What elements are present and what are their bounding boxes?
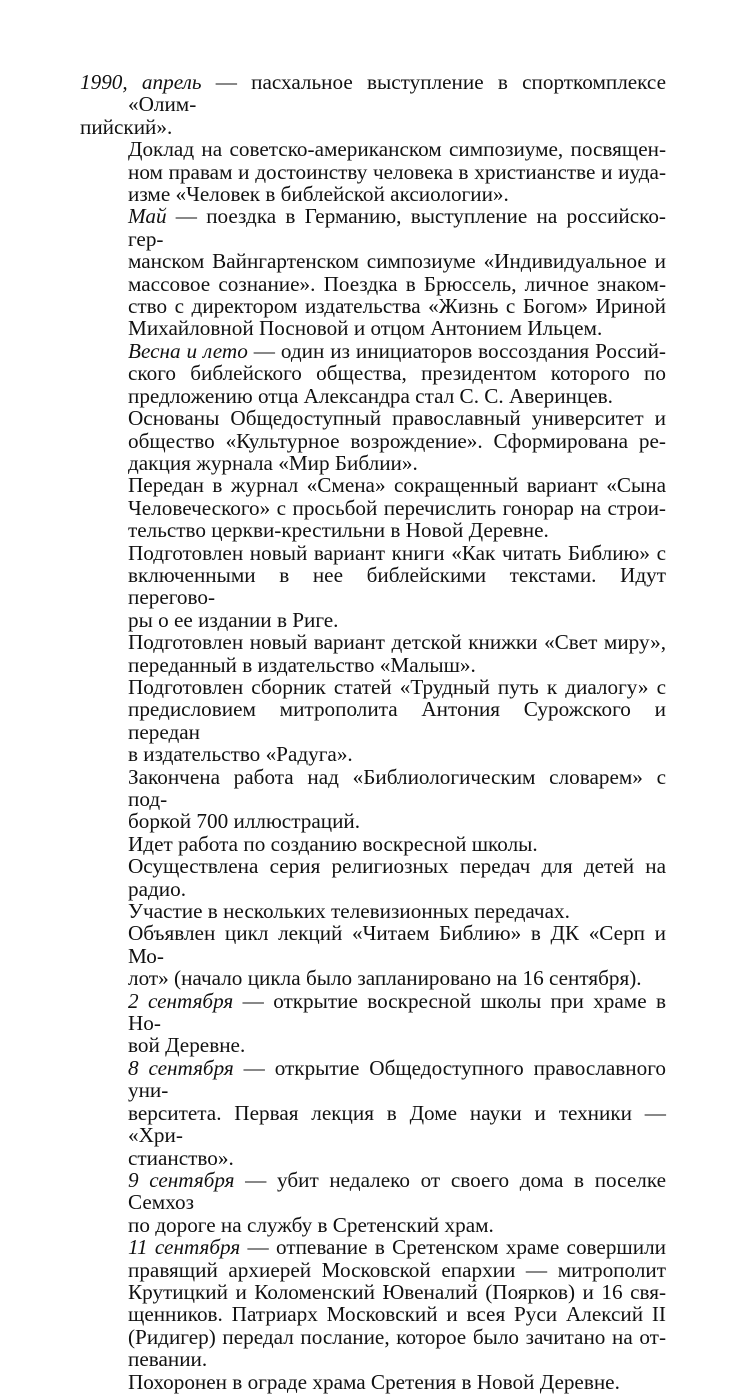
text-line: в издательство «Радуга». xyxy=(128,742,353,767)
text-line: Подготовлен новый вариант детской книжки «Свет миру», xyxy=(128,630,666,655)
entry-difficult-path xyxy=(80,676,666,766)
text-line: массовое сознание». Поездка в Брюссель, личное знаком- xyxy=(128,271,666,296)
entry-september-9 xyxy=(80,1169,666,1236)
entry-september-11 xyxy=(80,1236,666,1370)
text-line: правящий архиерей Московской епархии — митрополит xyxy=(128,1257,666,1282)
entry-date: 8 сентября xyxy=(128,1055,234,1080)
entry-date: Весна и лето xyxy=(128,338,248,363)
text-line: изме «Человек в библейской аксиологии». xyxy=(128,182,509,207)
text-line: вой Деревне. xyxy=(128,1033,246,1058)
entry-symposium-report xyxy=(80,138,666,205)
text-line: Закончена работа над «Библиологическим словарем» с под- xyxy=(128,764,666,811)
text-line: Доклад на советско-американском симпозиуме, посвящен- xyxy=(128,137,666,162)
text-line: Осуществлена серия религиозных передач для детей на радио. xyxy=(128,854,666,901)
entry-burial xyxy=(80,1371,666,1393)
text-line: ство с директором издательства «Жизнь с Богом» Ириной xyxy=(128,294,666,319)
text-line: 8 сентября — открытие Общедоступного православного уни- xyxy=(128,1055,666,1103)
text-line: тельство церкви-крестильни в Новой Деревне. xyxy=(128,518,549,543)
text-line: предложению отца Александра стал С. С. Аверинцев. xyxy=(128,383,613,408)
text-line: 9 сентября — убит недалеко от своего дома в поселке Семхоз xyxy=(128,1167,666,1215)
entry-date: 1990, апрель xyxy=(80,70,202,94)
text-line: боркой 700 иллюстраций. xyxy=(128,809,361,834)
document-page xyxy=(80,71,666,1393)
text-line: Михайловной Посновой и отцом Антонием Ильцем. xyxy=(128,316,603,341)
text-line: верситета. Первая лекция в Доме науки и техники — «Хри- xyxy=(128,1100,666,1148)
text-line: Объявлен цикл лекций «Читаем Библию» в ДК «Серп и Мо- xyxy=(128,921,666,968)
entry-may xyxy=(80,205,666,339)
entry-light-to-world xyxy=(80,631,666,676)
text-line: Крутицкий и Коломенский Ювеналий (Поярков) и 16 свя- xyxy=(128,1279,666,1304)
entry-how-to-read-bible xyxy=(80,542,666,632)
entry-date: 2 сентября xyxy=(128,988,234,1013)
text-line: 11 сентября — отпевание в Сретенском храме совершили xyxy=(128,1235,666,1260)
entry-date: 11 сентября xyxy=(128,1235,241,1260)
entry-smena-journal xyxy=(80,474,666,541)
text-line: общество «Культурное возрождение». Сформирована ре- xyxy=(128,428,666,453)
text-line: Подготовлен новый вариант книги «Как читать Библию» с xyxy=(128,540,666,565)
text-line: дакция журнала «Мир Библии». xyxy=(128,450,418,475)
text-line: Передан в журнал «Смена» сокращенный вариант «Сына xyxy=(128,473,666,498)
text-line: 2 сентября — открытие воскресной школы при храме в Но- xyxy=(128,988,666,1036)
text-line: манском Вайнгартенском симпозиуме «Индивидуальное и xyxy=(128,249,666,274)
text-line: певании. xyxy=(128,1347,208,1372)
text-line: пийский». xyxy=(80,114,173,139)
text-line: предисловием митрополита Антония Сурожского и передан xyxy=(128,697,666,744)
text-line: Основаны Общедоступный православный университет и xyxy=(128,406,666,431)
text-line: стианство». xyxy=(128,1145,234,1170)
entry-lecture-cycle xyxy=(80,922,666,989)
entry-1990-april xyxy=(80,71,666,138)
text-line: ского библейского общества, президентом которого по xyxy=(128,361,666,386)
text-line: Весна и лето — один из инициаторов воссоздания Россий- xyxy=(128,338,666,363)
entry-september-2 xyxy=(80,990,666,1057)
text-line: Человеческого» с просьбой перечислить гонорар на строи- xyxy=(128,495,666,520)
text-line: 1990, апрель — пасхальное выступление в спорткомплексе «Олим- xyxy=(80,70,666,117)
entry-bibliological-dictionary xyxy=(80,766,666,833)
text-line: Похоронен в ограде храма Сретения в Новой Деревне. xyxy=(128,1369,620,1394)
text-line: Май — поездка в Германию, выступление на российско-гер- xyxy=(128,204,666,251)
text-line: ном правам и достоинству человека в христианстве и иуда- xyxy=(128,159,666,184)
text-line: ры о ее издании в Риге. xyxy=(128,607,339,632)
text-line: по дороге на службу в Сретенский храм. xyxy=(128,1212,494,1237)
text-line: лот» (начало цикла было запланировано на 16 сентября). xyxy=(128,966,642,991)
entry-september-8 xyxy=(80,1057,666,1169)
text-line: Участие в нескольких телевизионных передачах. xyxy=(128,899,570,924)
text-line: щенников. Патриарх Московский и всея Руси Алексий II xyxy=(128,1302,666,1327)
text-line: Подготовлен сборник статей «Трудный путь к диалогу» с xyxy=(128,674,666,699)
entry-date: Май xyxy=(128,204,167,229)
text-line: включенными в нее библейскими текстами. Идут перегово- xyxy=(128,562,666,610)
text-line: переданный в издательство «Малыш». xyxy=(128,652,476,677)
entry-spring-summer xyxy=(80,340,666,407)
text-line: Идет работа по созданию воскресной школы. xyxy=(128,831,538,856)
entry-university-founded xyxy=(80,407,666,474)
text-line: (Ридигер) передал послание, которое было зачитано на от- xyxy=(128,1324,666,1349)
entry-sunday-school-work xyxy=(80,833,666,855)
entry-radio-broadcasts xyxy=(80,855,666,922)
entry-date: 9 сентября xyxy=(128,1167,235,1192)
